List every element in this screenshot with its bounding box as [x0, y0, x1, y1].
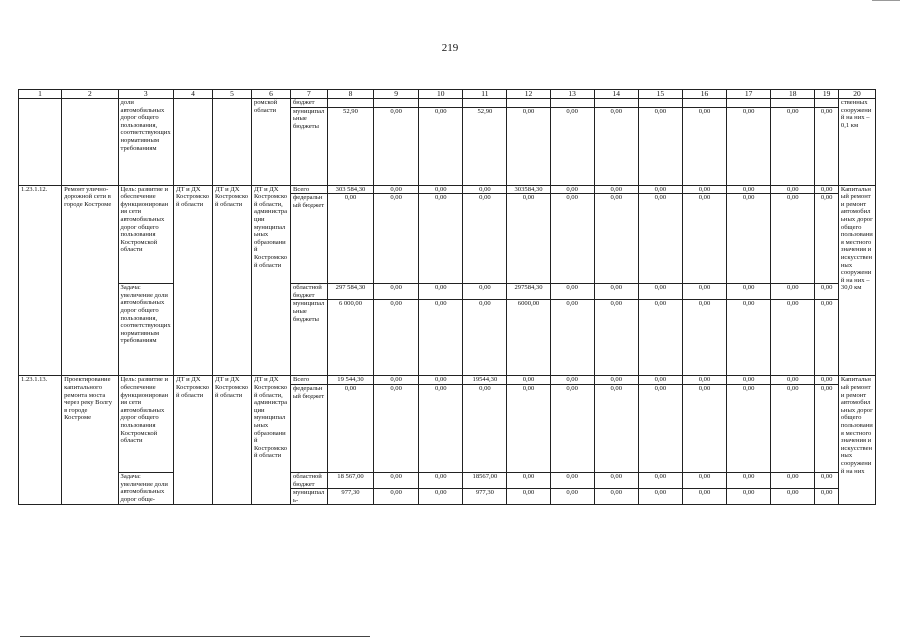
value-cell: 0,00	[638, 472, 682, 488]
value-cell: 0,00	[682, 384, 726, 472]
value-cell: 0,00	[815, 107, 839, 185]
value-cell: 0,00	[594, 107, 638, 185]
value-cell: 0,00	[815, 376, 839, 385]
value-cell: 0,00	[419, 489, 463, 505]
value-cell: 0,00	[550, 489, 594, 505]
value-cell: 0,00	[682, 284, 726, 300]
source-cell: Всего	[290, 185, 327, 194]
program-table	[18, 89, 876, 505]
value-cell: 0,00	[550, 472, 594, 488]
value-cell: 0,00	[463, 185, 507, 194]
value-cell: 0,00	[638, 107, 682, 185]
value-cell: 0,00	[419, 300, 463, 376]
result-cell: ственных сооружений на них – 0,1 км	[838, 99, 875, 186]
col-header: 15	[638, 90, 682, 99]
col-header: 6	[251, 90, 290, 99]
goal-cell: Цель: развитие и обеспечение функционирования сети автомобильных дорог общего пользования Костромской области	[118, 185, 173, 284]
value-cell: 0,00	[463, 384, 507, 472]
value-cell: 0,00	[638, 376, 682, 385]
value-cell: 0,00	[463, 284, 507, 300]
value-cell: 0,00	[815, 472, 839, 488]
value-cell: 0,00	[727, 194, 771, 284]
header-row	[19, 90, 876, 99]
value-cell: 303584,30	[507, 185, 550, 194]
value-cell: 0,00	[550, 194, 594, 284]
value-cell: 0,00	[594, 489, 638, 505]
value-cell: 19 544,30	[327, 376, 373, 385]
value-cell: 6 000,00	[327, 300, 373, 376]
value-cell: 0,00	[594, 194, 638, 284]
value-cell: 0,00	[463, 194, 507, 284]
value-cell: 0,00	[727, 107, 771, 185]
value-cell: 52,90	[327, 107, 373, 185]
table-row	[19, 472, 876, 488]
result-cell: Капитальный ремонт и ремонт автомобильных дорог общего пользования местного значения и искусственных сооружений на них – 30,0 км	[838, 185, 875, 376]
value-cell: 0,00	[327, 194, 373, 284]
customer-cell: ДТ и ДХ Костромской области	[212, 185, 251, 376]
value-cell: 0,00	[682, 376, 726, 385]
value-cell	[374, 99, 419, 108]
value-cell: 0,00	[374, 107, 419, 185]
executor-cell: ДТ и ДХ Костромской области	[173, 376, 212, 505]
value-cell	[682, 99, 726, 108]
authority-cell: ДТ и ДХ Костромской области, администрации муниципальных образований Костромской области	[251, 185, 290, 376]
value-cell: 297 584,30	[327, 284, 373, 300]
goal-cell: Цель: развитие и обеспечение функционирования сети автомобильных дорог общего пользования Костромской области	[118, 376, 173, 473]
authority-cell: ДТ и ДХ Костромской области, администрации муниципальных образований Костромской области	[251, 376, 290, 505]
value-cell: 0,00	[550, 384, 594, 472]
value-cell: 0,00	[682, 185, 726, 194]
value-cell: 0,00	[419, 472, 463, 488]
value-cell: 0,00	[419, 107, 463, 185]
value-cell: 303 584,30	[327, 185, 373, 194]
goal-cell: доли автомобильных дорог общего пользования, соответствующих нормативным требованиям	[118, 99, 173, 186]
value-cell	[419, 99, 463, 108]
value-cell: 0,00	[419, 284, 463, 300]
col-header: 2	[62, 90, 118, 99]
value-cell: 19544,30	[463, 376, 507, 385]
col-header: 1	[19, 90, 62, 99]
value-cell: 0,00	[727, 284, 771, 300]
value-cell: 0,00	[682, 194, 726, 284]
source-cell: федеральный бюджет	[290, 194, 327, 284]
customer-cell: ДТ и ДХ Костромской области	[212, 376, 251, 505]
value-cell: 0,00	[771, 185, 815, 194]
value-cell: 0,00	[507, 384, 550, 472]
value-cell: 0,00	[419, 384, 463, 472]
col-header: 4	[173, 90, 212, 99]
value-cell: 0,00	[507, 107, 550, 185]
task-cell: Задача: увеличение доли автомобильных дорог обще-	[118, 472, 173, 504]
value-cell: 0,00	[727, 472, 771, 488]
value-cell: 0,00	[815, 185, 839, 194]
value-cell: 0,00	[507, 489, 550, 505]
col-header: 9	[374, 90, 419, 99]
source-cell: муниципаль-	[290, 489, 327, 505]
scan-edge-mark	[872, 0, 900, 9]
value-cell: 0,00	[682, 489, 726, 505]
value-cell: 0,00	[815, 489, 839, 505]
value-cell: 52,90	[463, 107, 507, 185]
value-cell	[507, 99, 550, 108]
value-cell: 0,00	[507, 194, 550, 284]
col-header: 20	[838, 90, 875, 99]
value-cell	[463, 99, 507, 108]
value-cell: 0,00	[327, 384, 373, 472]
value-cell: 0,00	[727, 376, 771, 385]
value-cell: 0,00	[815, 284, 839, 300]
value-cell: 0,00	[638, 284, 682, 300]
result-cell: Капитальный ремонт и ремонт автомобильных дорог общего пользования местного значения и искусственных сооружений на них	[838, 376, 875, 505]
value-cell: 0,00	[638, 194, 682, 284]
value-cell	[550, 99, 594, 108]
executor-cell: ДТ и ДХ Костромской области	[173, 185, 212, 376]
col-header: 5	[212, 90, 251, 99]
source-cell: бюджет	[290, 99, 327, 108]
customer-cell	[212, 99, 251, 186]
col-header: 18	[771, 90, 815, 99]
value-cell: 0,00	[507, 472, 550, 488]
value-cell: 0,00	[594, 472, 638, 488]
col-header: 16	[682, 90, 726, 99]
value-cell: 0,00	[550, 284, 594, 300]
table-row	[19, 284, 876, 300]
value-cell: 0,00	[771, 194, 815, 284]
value-cell: 0,00	[374, 472, 419, 488]
source-cell: муниципальные бюджеты	[290, 107, 327, 185]
value-cell: 0,00	[507, 376, 550, 385]
value-cell: 0,00	[682, 300, 726, 376]
value-cell	[638, 99, 682, 108]
col-header: 7	[290, 90, 327, 99]
col-header: 12	[507, 90, 550, 99]
value-cell: 0,00	[594, 284, 638, 300]
value-cell: 0,00	[374, 300, 419, 376]
value-cell	[815, 99, 839, 108]
value-cell: 0,00	[594, 384, 638, 472]
value-cell: 0,00	[771, 284, 815, 300]
value-cell: 0,00	[374, 489, 419, 505]
page-number: 219	[441, 42, 459, 54]
value-cell: 0,00	[815, 384, 839, 472]
value-cell: 0,00	[463, 300, 507, 376]
value-cell: 0,00	[638, 489, 682, 505]
name-cell	[62, 99, 118, 186]
value-cell: 0,00	[727, 185, 771, 194]
value-cell: 0,00	[594, 185, 638, 194]
name-cell: Проектирование капитального ремонта моста через реку Волгу в городе Костроме	[62, 376, 118, 505]
value-cell: 0,00	[419, 376, 463, 385]
value-cell: 18567,00	[463, 472, 507, 488]
code-cell: 1.23.1.12.	[19, 185, 62, 376]
value-cell: 0,00	[550, 107, 594, 185]
value-cell: 0,00	[771, 107, 815, 185]
value-cell: 0,00	[771, 472, 815, 488]
value-cell: 0,00	[815, 194, 839, 284]
value-cell: 977,30	[327, 489, 373, 505]
value-cell: 0,00	[374, 284, 419, 300]
source-cell: Всего	[290, 376, 327, 385]
task-cell: Задача: увеличение доли автомобильных дорог общего пользования, соответствующих нормативным требованиям	[118, 284, 173, 376]
source-cell: муниципальные бюджеты	[290, 300, 327, 376]
col-header: 11	[463, 90, 507, 99]
name-cell: Ремонт улично-дорожной сети в городе Костроме	[62, 185, 118, 376]
col-header: 19	[815, 90, 839, 99]
value-cell: 18 567,00	[327, 472, 373, 488]
value-cell: 297584,30	[507, 284, 550, 300]
source-cell: областной бюджет	[290, 472, 327, 488]
col-header: 13	[550, 90, 594, 99]
value-cell	[594, 99, 638, 108]
col-header: 8	[327, 90, 373, 99]
value-cell: 0,00	[419, 185, 463, 194]
executor-cell	[173, 99, 212, 186]
col-header: 17	[727, 90, 771, 99]
value-cell: 977,30	[463, 489, 507, 505]
value-cell: 0,00	[550, 185, 594, 194]
table-row	[19, 99, 876, 108]
value-cell	[771, 99, 815, 108]
value-cell: 0,00	[638, 300, 682, 376]
value-cell: 0,00	[727, 384, 771, 472]
value-cell: 0,00	[771, 300, 815, 376]
value-cell: 0,00	[682, 107, 726, 185]
col-header: 14	[594, 90, 638, 99]
value-cell: 0,00	[550, 376, 594, 385]
value-cell: 0,00	[638, 185, 682, 194]
authority-cell: ромской области	[251, 99, 290, 186]
code-cell: 1.23.1.13.	[19, 376, 62, 505]
value-cell: 0,00	[374, 194, 419, 284]
source-cell: федеральный бюджет	[290, 384, 327, 472]
value-cell	[327, 99, 373, 108]
value-cell: 0,00	[374, 376, 419, 385]
value-cell: 0,00	[771, 384, 815, 472]
value-cell: 0,00	[374, 185, 419, 194]
value-cell: 0,00	[638, 384, 682, 472]
value-cell: 0,00	[771, 489, 815, 505]
col-header: 3	[118, 90, 173, 99]
value-cell: 0,00	[815, 300, 839, 376]
value-cell: 0,00	[682, 472, 726, 488]
value-cell: 0,00	[727, 489, 771, 505]
value-cell: 0,00	[419, 194, 463, 284]
value-cell: 0,00	[771, 376, 815, 385]
value-cell	[727, 99, 771, 108]
value-cell: 0,00	[727, 300, 771, 376]
table-row	[19, 185, 876, 194]
table-row	[19, 376, 876, 385]
source-cell: областной бюджет	[290, 284, 327, 300]
value-cell: 0,00	[550, 300, 594, 376]
footnote-rule	[20, 636, 370, 637]
col-header: 10	[419, 90, 463, 99]
value-cell: 0,00	[594, 300, 638, 376]
value-cell: 0,00	[374, 384, 419, 472]
value-cell: 0,00	[594, 376, 638, 385]
value-cell: 6000,00	[507, 300, 550, 376]
code-cell	[19, 99, 62, 186]
